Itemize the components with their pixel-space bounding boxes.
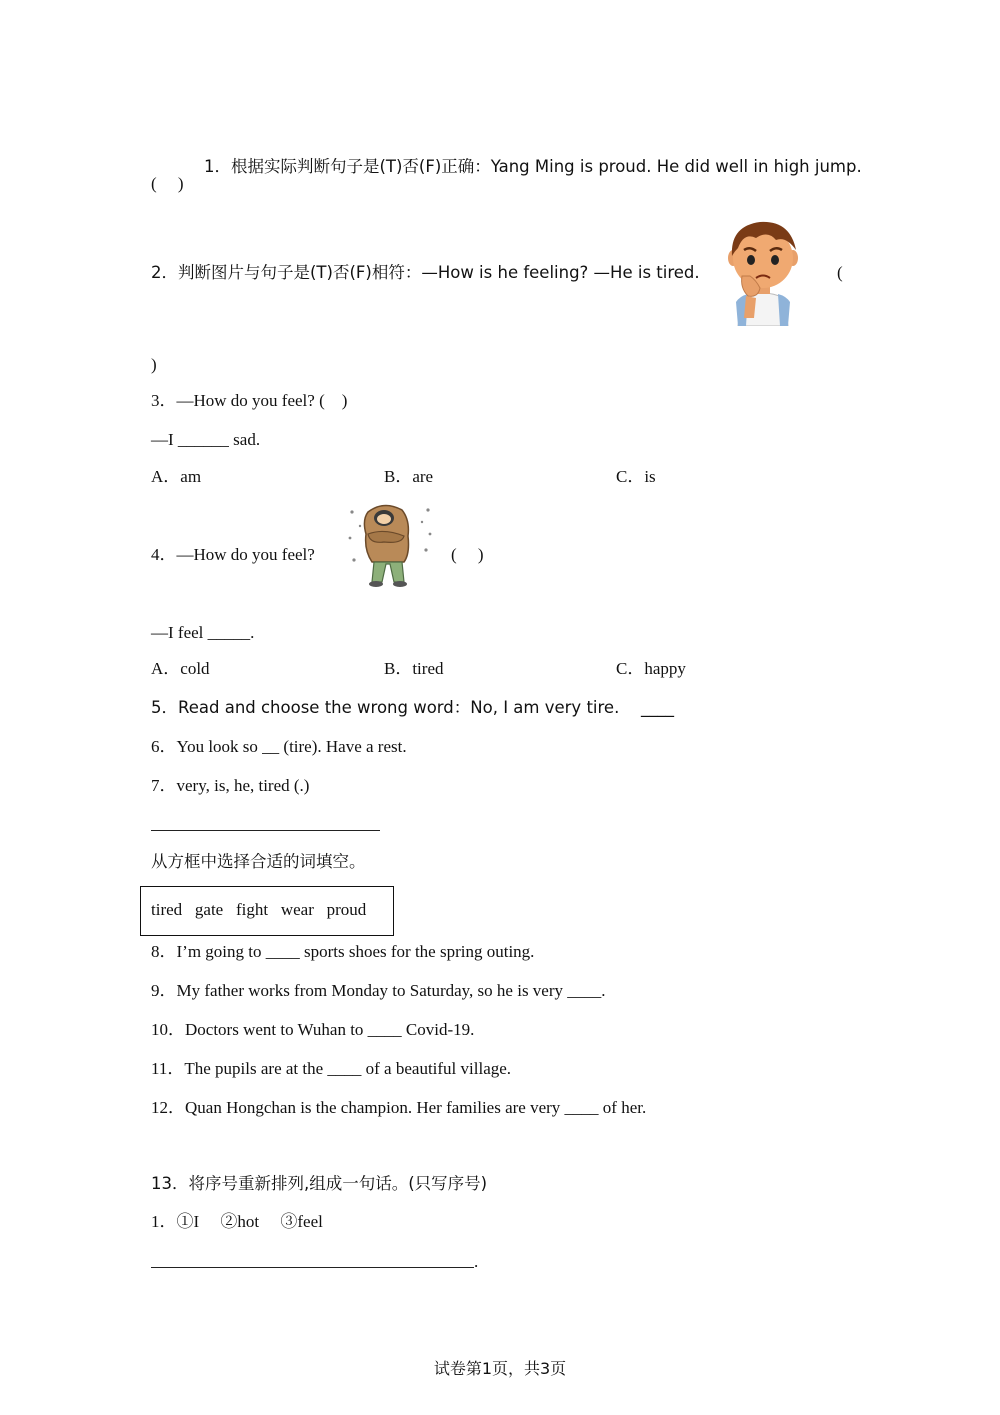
fill-item-8: 8．I’m going to ____ sports shoes for the spring outing. xyxy=(151,942,535,961)
shivering-boy-image xyxy=(344,498,436,590)
q7-answer-line[interactable] xyxy=(151,830,380,831)
q1-statement: 1．根据实际判断句子是(T)否(F)正确：Yang Ming is proud. He did well in high jump. xyxy=(203,157,862,176)
word-bank-words: tired gate fight wear proud xyxy=(151,900,367,919)
q4-option-c[interactable]: C．happy xyxy=(616,659,686,678)
q3-question: 3．—How do you feel? ( ) xyxy=(151,391,348,410)
fill-item-10: 10．Doctors went to Wuhan to ____ Covid-19. xyxy=(151,1020,475,1039)
q3-answer-line: —I ______ sad. xyxy=(151,430,261,449)
q13-heading: 13．将序号重新排列,组成一句话。(只写序号) xyxy=(151,1174,488,1193)
q4-option-a[interactable]: A．cold xyxy=(151,659,210,678)
fill-item-12: 12．Quan Hongchan is the champion. Her families are very ____ of her. xyxy=(151,1098,647,1117)
worried-boy-image xyxy=(724,218,802,326)
q1-answer-paren[interactable]: ( ) xyxy=(151,174,184,193)
fill-item-9: 9．My father works from Monday to Saturday, so he is very ____. xyxy=(151,981,606,1000)
q13-item: 1．①I ②hot ③feel xyxy=(151,1212,323,1231)
q4-answer-line: —I feel _____. xyxy=(151,623,255,642)
q5-text: 5．Read and choose the wrong word：No, I am very tire. ____ xyxy=(151,698,675,717)
q3-option-b[interactable]: B．are xyxy=(384,467,434,486)
q2-text: 2．判断图片与句子是(T)否(F)相符：—How is he feeling? —He is tired. xyxy=(151,263,700,282)
fill-section-heading: 从方框中选择合适的词填空。 xyxy=(151,852,366,871)
q6-text: 6．You look so __ (tire). Have a rest. xyxy=(151,737,407,756)
page-footer: 试卷第1页，共3页 xyxy=(433,1359,567,1378)
fill-item-11: 11．The pupils are at the ____ of a beautiful village. xyxy=(151,1059,512,1078)
q13-end-mark: . xyxy=(474,1252,479,1271)
q4-option-b[interactable]: B．tired xyxy=(384,659,444,678)
q1-text xyxy=(183,134,862,200)
q2-paren-open[interactable]: ( xyxy=(837,263,843,282)
q2-paren-close[interactable]: ) xyxy=(151,355,157,374)
word-bank-box xyxy=(140,886,394,936)
q4-question: 4．—How do you feel? xyxy=(151,545,315,564)
q13-answer-line[interactable] xyxy=(151,1267,474,1268)
q4-answer-paren[interactable]: ( ) xyxy=(451,545,484,564)
q7-text: 7．very, is, he, tired (.) xyxy=(151,776,310,795)
q3-option-c[interactable]: C．is xyxy=(616,467,656,486)
q3-option-a[interactable]: A．am xyxy=(151,467,202,486)
